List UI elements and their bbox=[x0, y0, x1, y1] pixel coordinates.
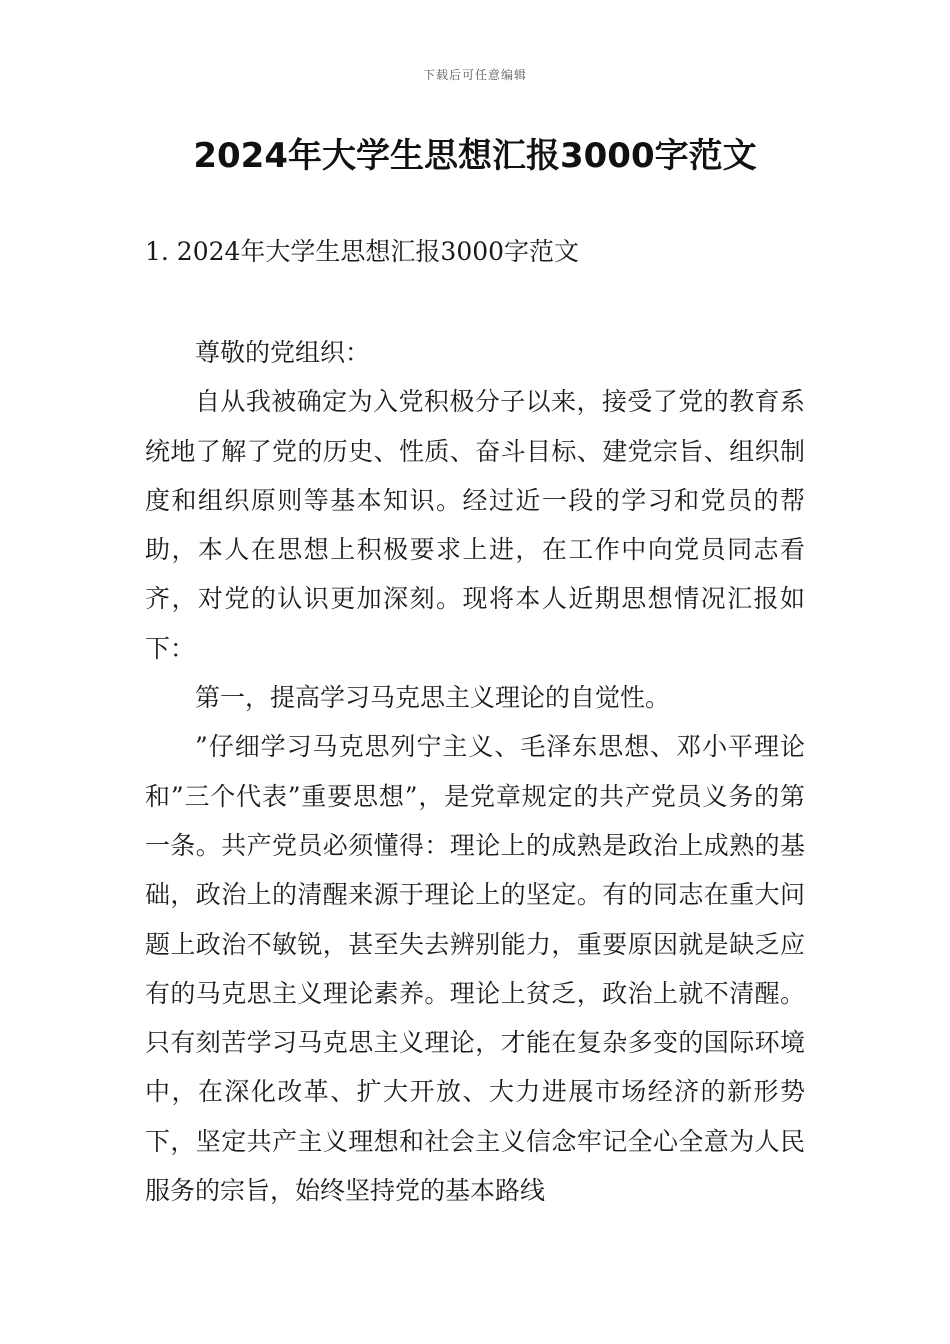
point-one-heading: 第一，提高学习马克思主义理论的自觉性。 bbox=[195, 683, 671, 713]
intro-paragraph: 自从我被确定为入党积极分子以来，接受了党的教育系统地了解了党的历史、性质、奋斗目标、建党宗旨、组织制度和组织原则等基本知识。经过近一段的学习和党员的帮助，本人在思想上积极要求上进，在工作中向党员同志看齐，对党的认识更加深刻。现将本人近期思想情况汇报如下： bbox=[145, 387, 805, 663]
document-title: 2024年大学生思想汇报3000字范文 bbox=[193, 136, 757, 176]
header-note: 下载后可任意编辑 bbox=[422, 68, 527, 82]
salutation-paragraph: 尊敬的党组织： bbox=[195, 338, 371, 367]
section-heading: 1. 2024年大学生思想汇报3000字范文 bbox=[145, 237, 580, 266]
point-one-paragraph: ”仔细学习马克思列宁主义、毛泽东思想、邓小平理论和”三个代表”重要思想”，是党章规定的共产党员义务的第一条。共产党员必须懂得：理论上的成熟是政治上成熟的基础，政治上的清醒来源于理论上的坚定。有的同志在重大问题上政治不敏锐，甚至失去辨别能力，重要原因就是缺乏应有的马克思主义理论素养。理论上贫乏，政治上就不清醒。只有刻苦学习马克思主义理论，才能在复杂多变的国际环境中，在深化改革、扩大开放、大力进展市场经济的新形势下，坚定共产主义理想和社会主义信念牢记全心全意为人民服务的宗旨，始终坚持党的基本路线 bbox=[145, 732, 805, 1206]
body-text bbox=[145, 328, 805, 1215]
